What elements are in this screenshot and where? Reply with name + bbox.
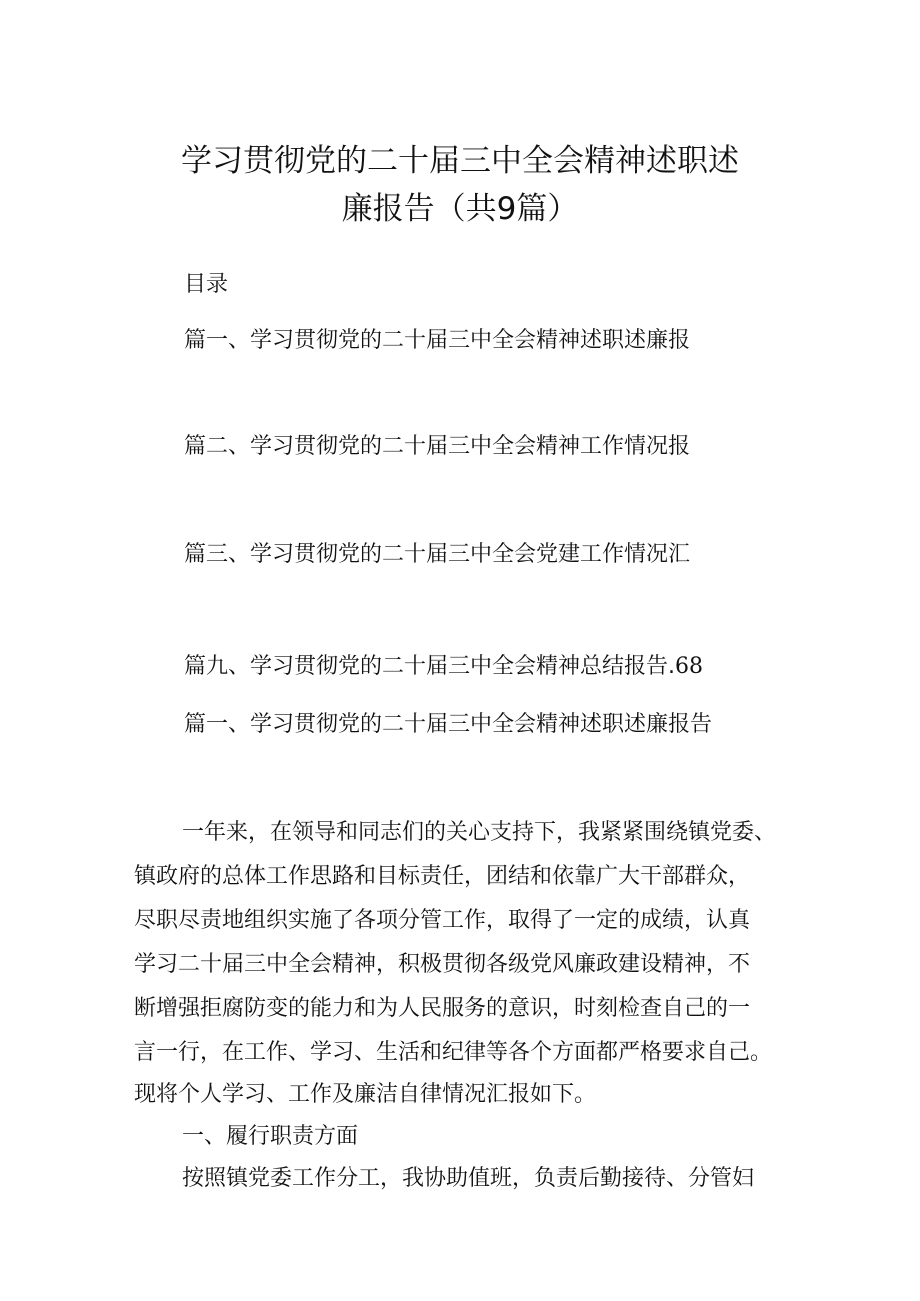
body-paragraph-line: 学习二十届三中全会精神，积极贯彻各级党风廉政建设精神，不 xyxy=(134,952,751,977)
section-title: 篇一、学习贯彻党的二十届三中全会精神述职述廉报告 xyxy=(184,712,713,737)
toc-item xyxy=(184,538,690,572)
toc-item xyxy=(184,650,703,684)
toc-item xyxy=(184,430,690,464)
body-paragraph-line: 尽职尽责地组织实施了各项分管工作，取得了一定的成绩，认真 xyxy=(134,908,751,933)
document-title-line1: 学习贯彻党的二十届三中全会精神述职述 xyxy=(181,143,739,179)
toc-heading: 目录 xyxy=(184,272,229,297)
toc-item-label: 篇三、学习贯彻党的二十届三中全会党建工作情况汇 xyxy=(184,542,691,567)
body-paragraph-line: 按照镇党委工作分工，我协助值班，负责后勤接待、分管妇 xyxy=(182,1166,755,1191)
document-title-line2: 廉报告（共9篇） xyxy=(341,191,579,227)
toc-item-label: 篇二、学习贯彻党的二十届三中全会精神工作情况报 xyxy=(184,434,691,459)
body-paragraph-line: 断增强拒腐防变的能力和为人民服务的意识，时刻检查自己的一 xyxy=(134,996,751,1021)
body-paragraph-line: 镇政府的总体工作思路和目标责任，团结和依靠广大干部群众， xyxy=(134,864,751,889)
body-paragraph-line: 现将个人学习、工作及廉洁自律情况汇报如下。 xyxy=(134,1082,597,1107)
subsection-heading: 一、履行职责方面 xyxy=(182,1124,359,1149)
toc-item-label: 篇一、学习贯彻党的二十届三中全会精神述职述廉报 xyxy=(184,328,691,353)
body-paragraph-line: 言一行，在工作、学习、生活和纪律等各个方面都严格要求自己。 xyxy=(134,1040,773,1065)
body-paragraph-line: 一年来，在领导和同志们的关心支持下，我紧紧围绕镇党委、 xyxy=(182,820,777,845)
toc-page-number: 68 xyxy=(675,654,703,679)
toc-item-label: 篇九、学习贯彻党的二十届三中全会精神总结报告. xyxy=(184,654,675,679)
toc-item xyxy=(184,324,690,358)
